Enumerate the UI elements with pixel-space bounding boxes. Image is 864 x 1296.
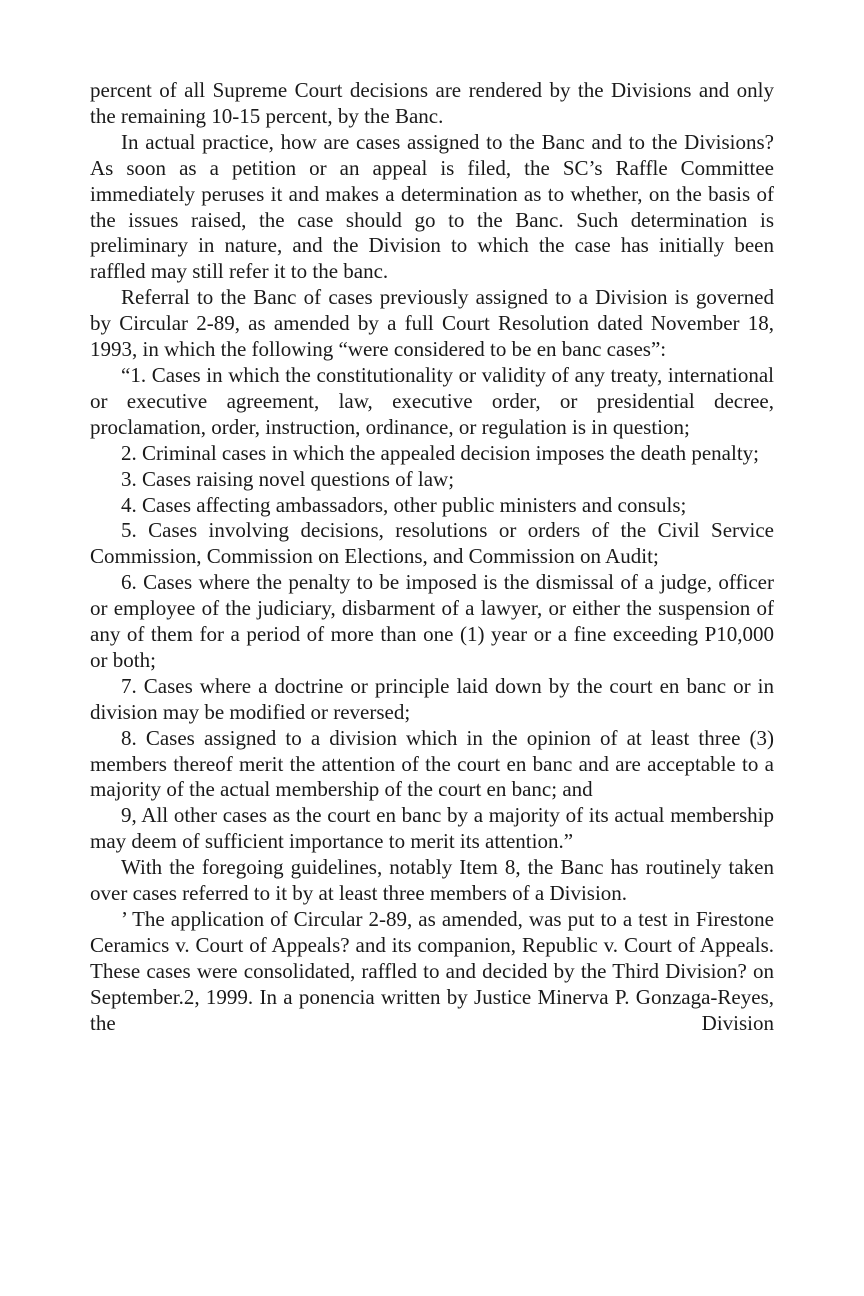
list-item-7: 7. Cases where a doctrine or principle laid down by the court en banc or in division may be modified or reversed; xyxy=(90,673,774,724)
paragraph-referral: Referral to the Banc of cases previously assigned to a Division is governed by Circular 2-89, as amended by a full Court Resolution dated November 18, 1993, in which the following “were considered to be en banc cases”: xyxy=(90,285,774,362)
list-item-5: 5. Cases involving decisions, resolutions or orders of the Civil Service Commission, Commission on Elections, and Commission on Audit; xyxy=(90,518,774,569)
list-item-6: 6. Cases where the penalty to be imposed is the dismissal of a judge, officer or employee of the judiciary, disbarment of a lawyer, or either the suspension of any of them for a period of more than one (1) year or a fine exceeding P10,000 or both; xyxy=(90,570,774,672)
list-item-1: “1. Cases in which the constitutionality or validity of any treaty, international or executive agreement, law, executive order, or presidential decree, proclamation, order, instruction, ordinance, or regulation is in question; xyxy=(90,362,774,439)
paragraph-case-assignment: In actual practice, how are cases assigned to the Banc and to the Divisions? As soon as a petition or an appeal is filed, the SC’s Raffle Committee immediately peruses it and makes a determination as to whether, on the basis of the issues raised, the case should go to the Banc. Such determination is preliminary in nature, and the Division to which the case has initially been raffled may still refer it to the banc. xyxy=(90,129,774,284)
list-item-2: 2. Criminal cases in which the appealed decision imposes the death penalty; xyxy=(121,440,759,465)
list-item-4: 4. Cases affecting ambassadors, other public ministers and consuls; xyxy=(121,492,687,517)
paragraph-firestone: ’ The application of Circular 2-89, as amended, was put to a test in Firestone Ceramics v. Court of Appeals? and its companion, Republic v. Court of Appeals. These cases were consolidated, raffled to and decided by the Third Division? on September.2, 1999. In a ponencia written by Justice Minerva P. Gonzaga-Reyes, the Division xyxy=(90,907,774,1035)
paragraph-continuation: percent of all Supreme Court decisions are rendered by the Divisions and only the remaining 10-15 percent, by the Banc. xyxy=(90,78,774,128)
list-item-3: 3. Cases raising novel questions of law; xyxy=(121,466,455,491)
list-item-9: 9, All other cases as the court en banc by a majority of its actual membership may deem of sufficient importance to merit its attention.” xyxy=(90,803,774,854)
document-page xyxy=(90,78,774,1037)
list-item-8: 8. Cases assigned to a division which in the opinion of at least three (3) members thereof merit the attention of the court en banc and are acceptable to a majority of the actual membership of the court en banc; and xyxy=(90,725,774,802)
paragraph-guidelines: With the foregoing guidelines, notably Item 8, the Banc has routinely taken over cases referred to it by at least three members of a Division. xyxy=(90,855,774,906)
